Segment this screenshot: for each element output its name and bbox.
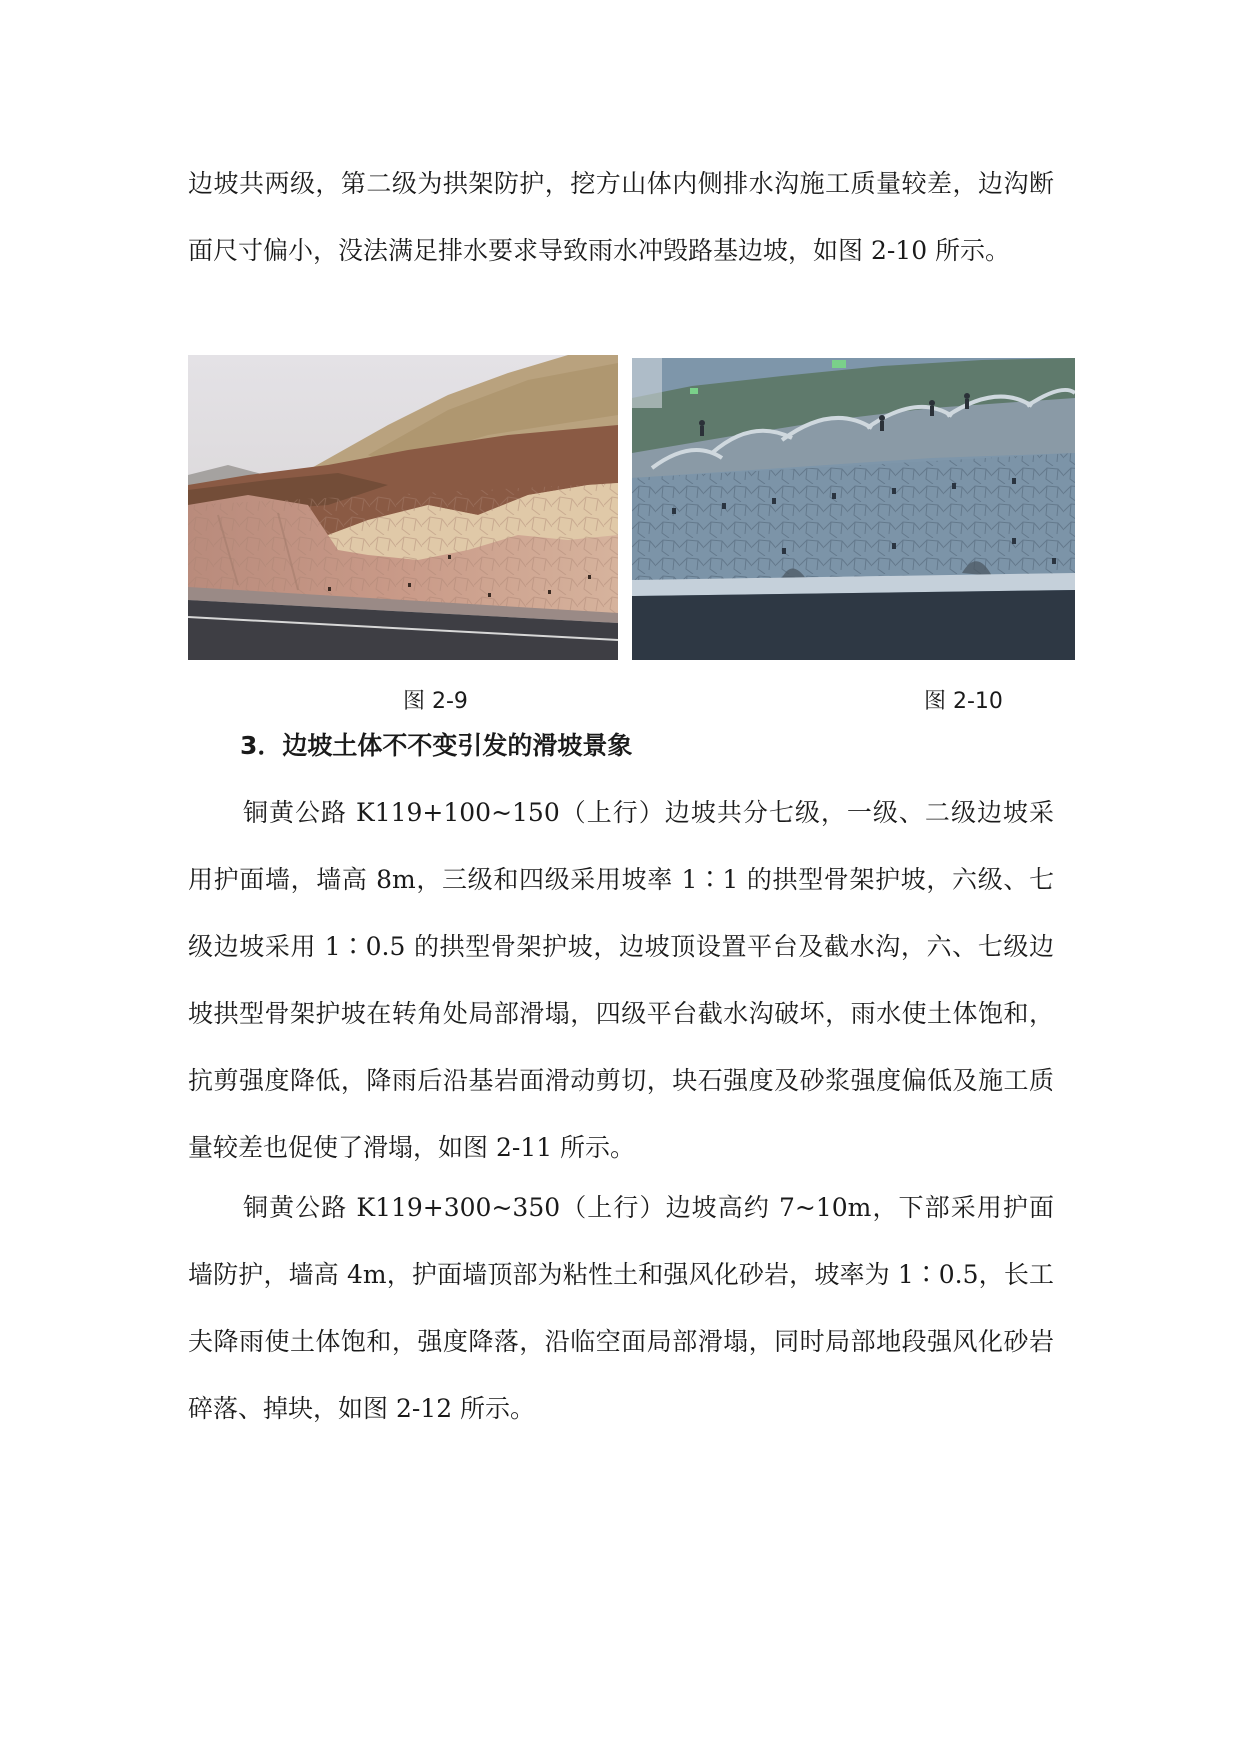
photo-arch-frame-slope-image [632,358,1075,660]
photo-arch-frame-slope [632,358,1075,660]
photo-slope-retaining-wall-image [188,355,618,660]
section-heading: 3．边坡土体不不变引发的滑坡景象 [240,731,633,760]
paragraph-slope-drainage: 边坡共两级，第二级为拱架防护，挖方山体内侧排水沟施工质量较差，边沟断面尺寸偏小，没法满足排水要求导致雨水冲毁路基边坡，如图 2-10 所示。 [188,169,1054,265]
figure-caption: 图 2-10 [924,689,1003,714]
photo-slope-retaining-wall [188,355,618,660]
paragraph-k119-300-350: 铜黄公路 K119+300~350（上行）边坡高约 7~10m，下部采用护面墙防护，墙高 4m，护面墙顶部为粘性土和强风化砂岩，坡率为 1∶0.5，长工夫降雨使土体饱和，强度降落，沿临空面局部滑塌，同时局部地段强风化砂岩碎落、掉块，如图 2-12 所示。 [188,1193,1054,1423]
paragraph-k119-100-150: 铜黄公路 K119+100~150（上行）边坡共分七级，一级、二级边坡采用护面墙，墙高 8m，三级和四级采用坡率 1∶1 的拱型骨架护坡，六级、七级边坡采用 1∶0.5 的拱型骨架护坡，边坡顶设置平台及截水沟，六、七级边坡拱型骨架护坡在转角处局部滑塌，四级平台截水沟破坏，雨水使土体饱和，抗剪强度降低，降雨后沿基岩面滑动剪切，块石强度及砂浆强度偏低及施工质量较差也促使了滑塌，如图 2-11 所示。 [188,798,1054,1162]
figure-caption: 图 2-9 [403,689,468,714]
